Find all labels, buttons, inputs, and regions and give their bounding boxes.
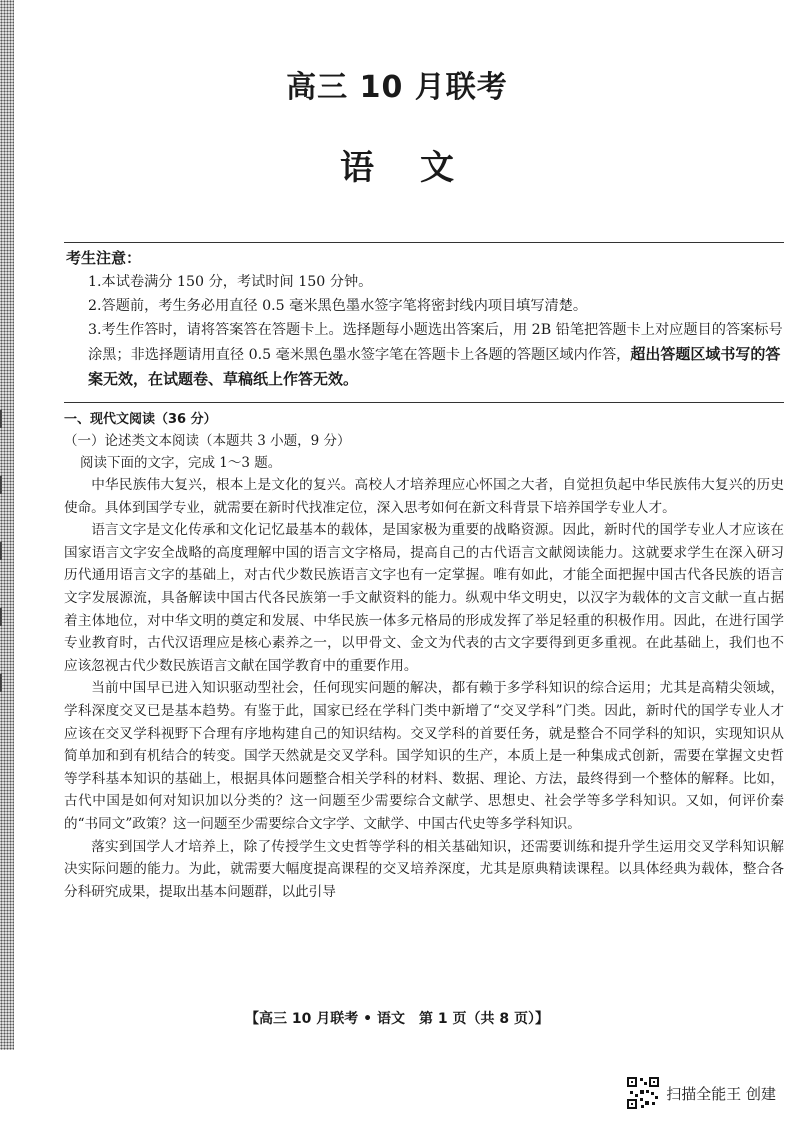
notice-list [64, 270, 784, 392]
notice-box [64, 242, 784, 403]
notice-item: 1.本试卷满分 150 分，考试时间 150 分钟。 [88, 274, 373, 290]
subject-title: 语文 [340, 148, 500, 188]
page-title: 高三 10 月联考 [286, 70, 508, 105]
page-footer: 【高三 10 月联考 • 语文 第 1 页（共 8 页）】 [245, 1011, 549, 1027]
notice-title: 考生注意： [66, 249, 142, 267]
notice-item [64, 318, 784, 392]
section-heading: 一、现代文阅读（36 分） [64, 412, 217, 427]
notice-item-emphasis: 超出答题区域书写的答案无效，在试题卷、草稿纸上作答无效。 [88, 345, 781, 388]
notice-item: 2.答题前，考生务必用直径 0.5 毫米黑色墨水签字笔将密封线内项目填写清楚。 [88, 298, 588, 314]
passage-paragraph: 当前中国早已进入知识驱动型社会，任何现实问题的解决，都有赖于多学科知识的综合运用；尤其是高精尖领域，学科深度交叉已是基本趋势。有鉴于此，国家已经在学科门类中新增了“交叉学科”门类。因此，新时代的国学专业人才应该在交叉学科视野下合理有序地构建自己的知识结构。交叉学科的首要任务，就是整合不同学科的知识，实现知识从简单加和到有机结合的转变。国学天然就是交叉学科。国学知识的生产，本质上是一种集成式创新，需要在掌握文史哲等学科基本知识的基础上，根据具体问题整合相关学科的材料、数据、理论、方法，最终得到一个整体的解释。比如，古代中国是如何对知识加以分类的？这一问题至少需要综合文献学、思想史、社会学等多学科知识。又如，何评价秦的“书同文”政策？这一问题至少需要综合文字学、文献学、中国古代史等多学科知识。 [64, 680, 784, 832]
scanner-stamp-text: 扫描全能王 创建 [666, 1084, 776, 1103]
section-subheading: （一）论述类文本阅读（本题共 3 小题，9 分） [64, 433, 351, 449]
scanner-stamp [626, 1074, 776, 1112]
passage-paragraph: 语言文字是文化传承和文化记忆最基本的载体，是国家极为重要的战略资源。因此，新时代的国学专业人才应该在国家语言文字安全战略的高度理解中国的语言文字格局，提高自己的古代语言文献阅读能力。这就要求学生在深入研习历代通用语言文字的基础上，对古代少数民族语言文字也有一定掌握。唯有如此，才能全面把握中国古代各民族的语言文字发展源流，具备解读中国古代各民族第一手文献资料的能力。纵观中华文明史，以汉字为载体的文言文献一直占据着主体地位，对中华文明的奠定和发展、中华民族一体多元格局的形成发挥了举足轻重的积极作用。因此，在进行国学专业教育时，古代汉语理应是核心素养之一，以甲骨文、金文为代表的古文字要得到更多重视。在此基础上，我们也不应该忽视古代少数民族语言文献在国学教育中的重要作用。 [64, 522, 784, 674]
binding-marks [0, 410, 8, 740]
passage-paragraph: 落实到国学人才培养上，除了传授学生文史哲等学科的相关基础知识，还需要训练和提升学生运用交叉学科知识解决实际问题的能力。为此，就需要大幅度提高课程的交叉培养深度，尤其是原典精读课程。以具体经典为载体，整合各分科研究成果，提取出基本问题群，以此引导 [64, 838, 784, 900]
qr-code-icon [626, 1076, 660, 1110]
reading-section [64, 410, 784, 903]
notice-item-text: 3.考生作答时，请将答案答在答题卡上。选择题每小题选出答案后，用 2B 铅笔把答题卡上对应题目的答案标号涂黑；非选择题请用直径 0.5 毫米黑色墨水签字笔在答题卡上各题的答题区域内作答， [88, 322, 783, 363]
passage-paragraph: 中华民族伟大复兴，根本上是文化的复兴。高校人才培养理应心怀国之大者，自觉担负起中华民族伟大复兴的历史使命。具体到国学专业，就需要在新时代找准定位，深入思考如何在新文科背景下培养国学专业人才。 [64, 477, 784, 516]
section-instruction: 阅读下面的文字，完成 1～3 题。 [80, 455, 282, 471]
